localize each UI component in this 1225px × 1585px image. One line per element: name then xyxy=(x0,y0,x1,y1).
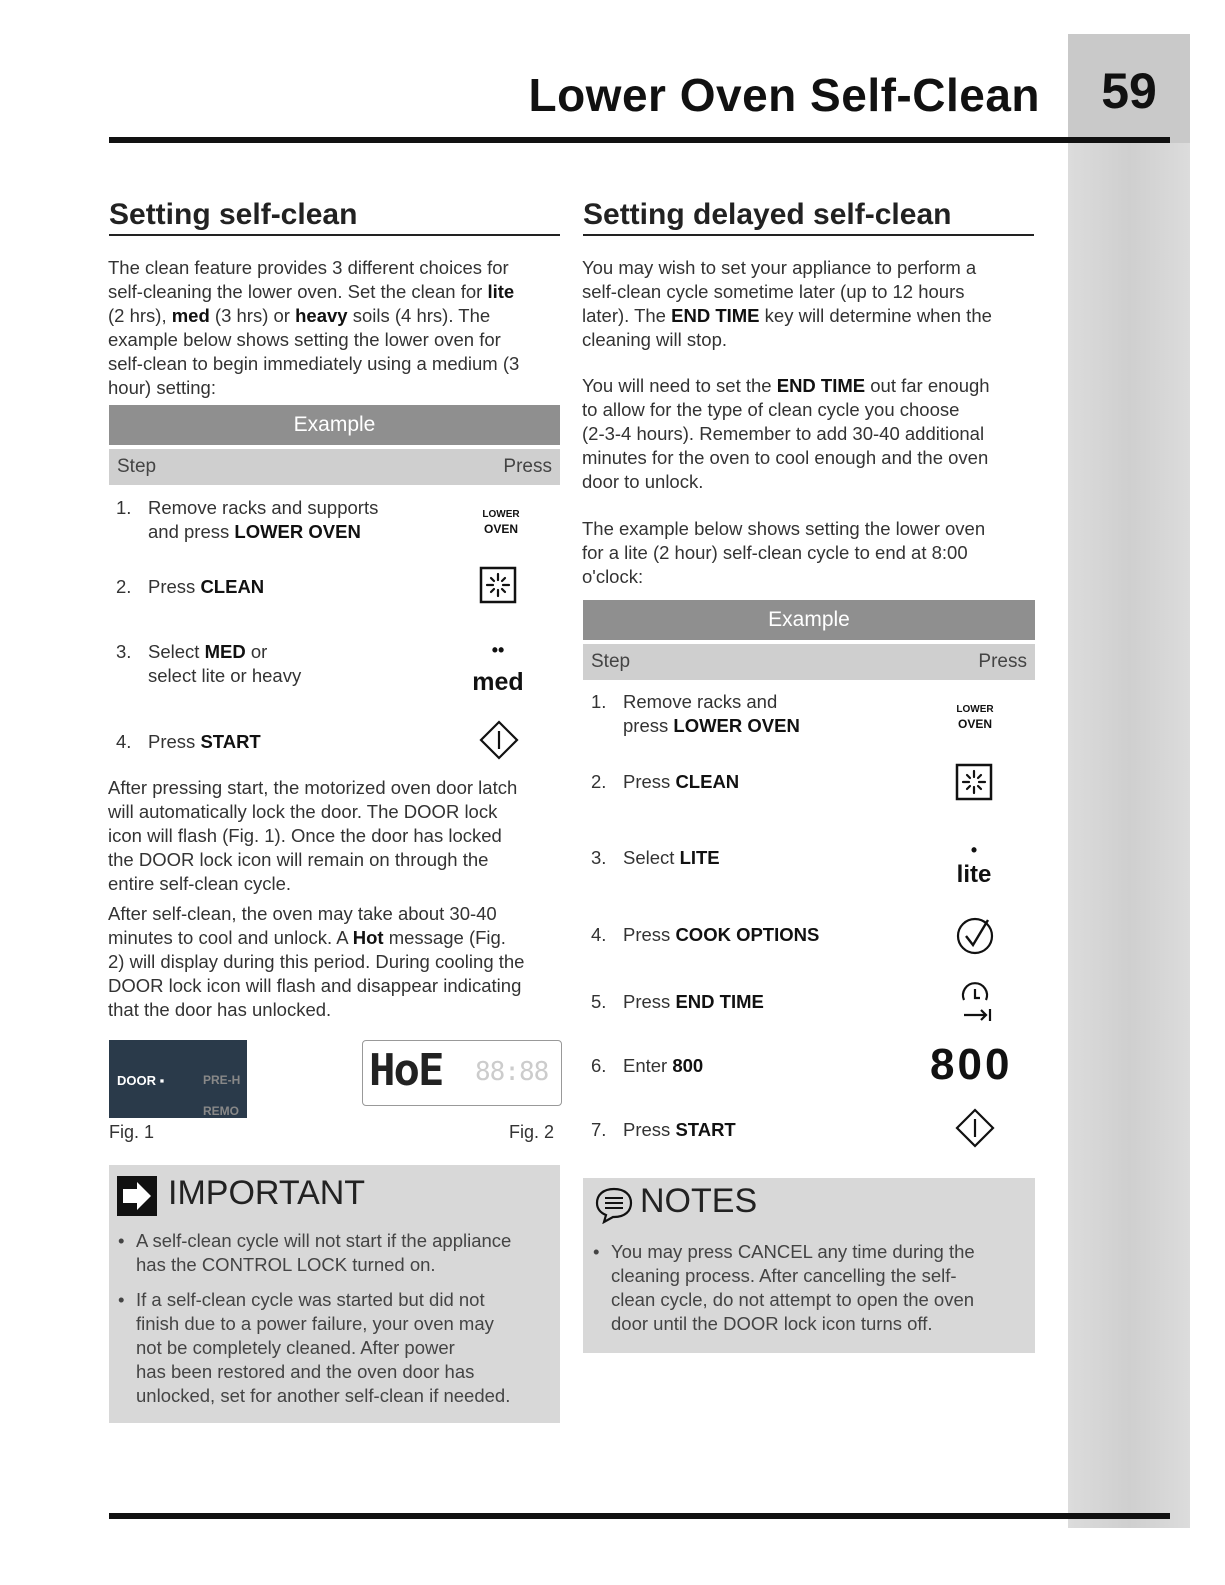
start-key-icon-right xyxy=(954,1107,996,1149)
step-column-header-right: Step xyxy=(591,651,631,672)
press-column-header: Press xyxy=(503,456,552,477)
press-column-header-right: Press xyxy=(978,651,1027,672)
example-subheader-right xyxy=(583,644,1035,680)
step-r5: 5. Press END TIME xyxy=(591,991,764,1012)
page-number: 59 xyxy=(1101,63,1157,119)
step-r3: 3. Select LITE xyxy=(591,847,720,868)
lite-dot: • xyxy=(970,840,978,860)
left-after-start: After pressing start, the motorized oven door latch will automatically lock the door. The DOOR lock icon will flash (Fig. 1). Once the door has locked the DOOR lock icon will remain on through the entire self-clean cycle. xyxy=(108,777,518,894)
notes-icon xyxy=(594,1186,634,1224)
page-title: Lower Oven Self-Clean xyxy=(528,69,1040,121)
arrow-icon xyxy=(117,1176,157,1216)
start-key-icon xyxy=(478,719,520,761)
display-800: 800 xyxy=(930,1040,1013,1089)
right-intro: You may wish to set your appliance to perform a self-clean cycle sometime later (up to 12 hours later). The END TIME key will determine when the cleaning will stop. xyxy=(582,257,992,350)
med-key: med xyxy=(472,668,524,696)
step-r2: 2. Press CLEAN xyxy=(591,771,740,792)
pre-heat-label: PRE-H xyxy=(203,1073,241,1087)
step-3: 3. Select MED or select lite or heavy xyxy=(116,641,302,686)
right-example-intro: The example below shows setting the lower oven for a lite (2 hour) self-clean cycle to end at 8:00 o'clock: xyxy=(582,518,986,587)
step-r7: 7. Press START xyxy=(591,1119,736,1140)
clean-key-icon xyxy=(479,566,517,604)
step-4: 4. Press START xyxy=(116,731,261,752)
clean-key-icon-right xyxy=(955,763,993,801)
cook-options-icon xyxy=(954,914,996,956)
med-dots: •• xyxy=(491,640,505,660)
notes-bullet-1: • You may press CANCEL any time during the cleaning process. After cancelling the self- clean cycle, do not attempt to open the oven door until the DOOR lock icon turns off. xyxy=(593,1241,975,1334)
section-heading-self-clean: Setting self-clean xyxy=(109,198,560,236)
side-strip xyxy=(1068,143,1190,1528)
step-1: 1. Remove racks and supports and press LOWER OVEN xyxy=(116,497,379,542)
important-bullet-1: • A self-clean cycle will not start if the appliance has the CONTROL LOCK turned on. xyxy=(118,1230,512,1275)
hot-display: HoE xyxy=(369,1045,443,1096)
important-bullet-2: • If a self-clean cycle was started but did not finish due to a power failure, your oven may not be completely cleaned. After power has been restored and the oven door has unlocked, set for another self-clean if needed. xyxy=(118,1289,511,1406)
top-rule xyxy=(109,137,1170,143)
lower-oven-key: LOWER OVEN xyxy=(482,509,520,536)
example-header-right: Example xyxy=(583,600,1035,640)
door-lock-label: DOOR ▪ xyxy=(117,1073,165,1088)
section-heading-delayed-clean: Setting delayed self-clean xyxy=(583,198,1034,236)
right-end-time-para: You will need to set the END TIME out far enough to allow for the type of clean cycle you choose (2-3-4 hours). Remember to add 30-40 additional minutes for the oven to cool enough and the oven door to unlock. xyxy=(582,375,990,492)
bottom-rule xyxy=(109,1513,1170,1519)
important-title: IMPORTANT xyxy=(168,1174,366,1212)
example-subheader xyxy=(109,449,560,485)
end-time-icon xyxy=(956,980,996,1024)
step-column-header: Step xyxy=(117,456,157,477)
example-header: Example xyxy=(109,405,560,445)
notes-title: NOTES xyxy=(640,1182,758,1220)
step-r6: 6. Enter 800 xyxy=(591,1055,704,1076)
step-r1: 1. Remove racks and press LOWER OVEN xyxy=(591,691,800,736)
step-r4: 4. Press COOK OPTIONS xyxy=(591,924,820,945)
remote-label: REMO xyxy=(203,1104,239,1118)
lite-key: lite xyxy=(956,861,992,888)
left-after-clean: After self-clean, the oven may take about 30-40 minutes to cool and unlock. A Hot message (Fig. 2) will display during this period. During cooling the DOOR lock icon will flash and disappear indicating that the door has unlocked. xyxy=(108,903,525,1020)
fig-2-label: Fig. 2 xyxy=(509,1122,555,1142)
left-intro: The clean feature provides 3 different choices for self-cleaning the lower oven. Set the clean for lite (2 hrs), med (3 hrs) or heavy soils (4 hrs). The example below shows setting the lower oven for self-clean to begin immediately using a medium (3 hour) setting: xyxy=(108,257,520,398)
figure-2-hot-display xyxy=(362,1040,562,1106)
step-2: 2. Press CLEAN xyxy=(116,576,265,597)
clock-display: 88:88 xyxy=(475,1057,549,1087)
figure-1-door-lock xyxy=(109,1040,247,1118)
lower-oven-key-right: LOWER OVEN xyxy=(956,704,994,731)
fig-1-label: Fig. 1 xyxy=(109,1122,155,1142)
